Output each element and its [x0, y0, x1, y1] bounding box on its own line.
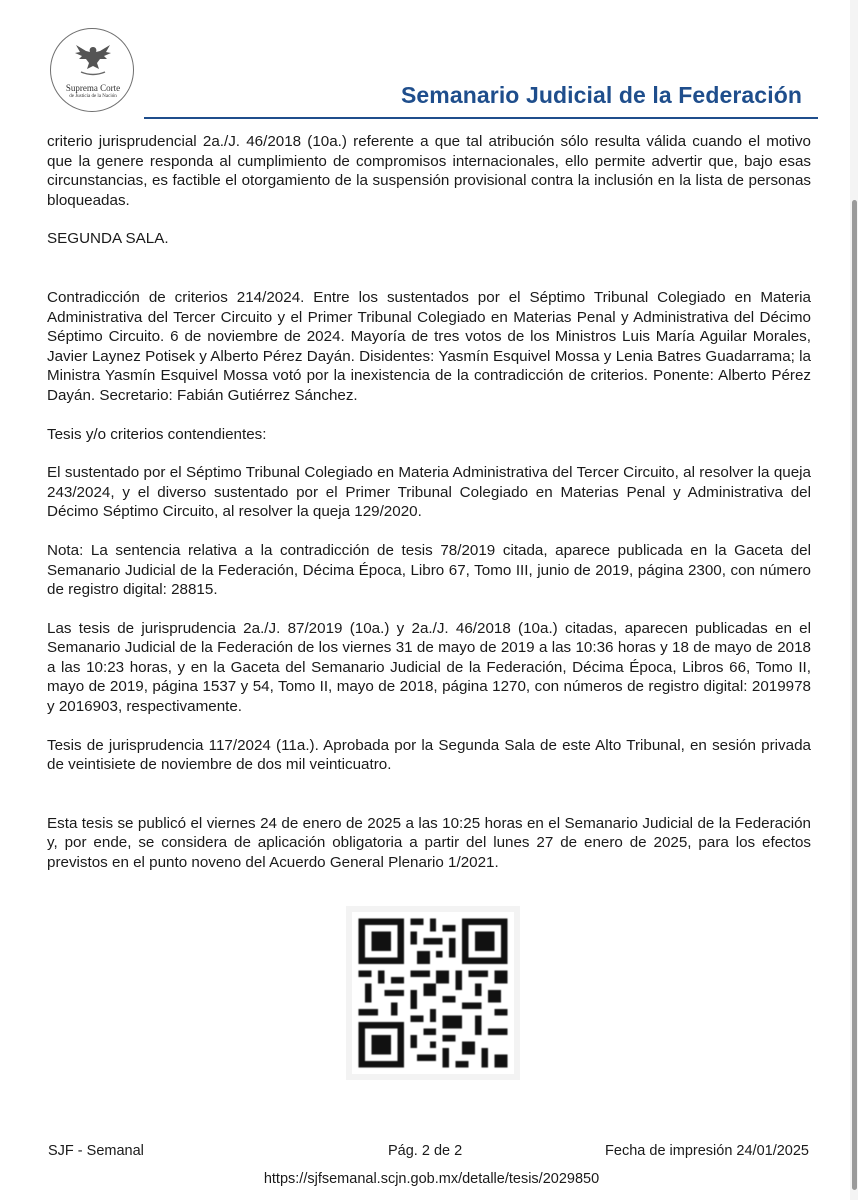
- paragraph-contendientes: El sustentado por el Séptimo Tribunal Colegiado en Materia Administrativa del Tercer Circuito, al resolver la queja 243/2024, y el diverso sustentado por el Primer Tribunal Colegiado en Materias Penal y Administrativa del Décimo Séptimo Circuito, al resolver la queja 129/2020.: [47, 464, 811, 521]
- logo-name: Suprema Corte: [65, 83, 121, 93]
- paragraph-sala: SEGUNDA SALA.: [47, 230, 169, 248]
- footer-url-row: [0, 1171, 858, 1187]
- eagle-emblem-icon: [72, 41, 114, 81]
- document-body: [47, 132, 811, 873]
- qr-code-icon: [352, 912, 514, 1074]
- paragraph-tesis-citadas: Las tesis de jurisprudencia 2a./J. 87/2019 (10a.) y 2a./J. 46/2018 (10a.) citadas, aparecen publicadas en el Semanario Judicial de la Federación de los viernes 31 de mayo de 2019 a las 10:36 horas y 18 de mayo de 2018 a las 10:23 horas, y en la Gaceta del Semanario Judicial de la Federación, Décima Época, Libros 66, Tomo II, mayo de 2019, página 1537 y 54, Tomo II, mayo de 2018, página 1270, con números de registro digital: 2019978 y 2016903, respectivamente.: [47, 619, 811, 716]
- court-seal: [50, 28, 134, 112]
- footer-publication: SJF - Semanal: [48, 1143, 144, 1159]
- scrollbar-thumb[interactable]: [852, 200, 857, 1190]
- paragraph-publicacion: Esta tesis se publicó el viernes 24 de enero de 2025 a las 10:25 horas en el Semanario Judicial de la Federación y, por ende, se considera de aplicación obligatoria a partir del lunes 27 de enero de 2025, para los efectos previstos en el punto noveno del Acuerdo General Plenario 1/2021.: [47, 814, 811, 872]
- logo-subtitle: de Justicia de la Nación: [69, 94, 117, 99]
- paragraph-contendientes-heading: Tesis y/o criterios contendientes:: [47, 425, 267, 443]
- qr-code: [346, 906, 520, 1080]
- paragraph-criterio: criterio jurisprudencial 2a./J. 46/2018 (10a.) referente a que tal atribución sólo resulta válida cuando el motivo que la genere responda al cumplimiento de compromisos internacionales, ello permite advertir que, bajo esas circunstancias, es factible el otorgamiento de la suspensión provisional contra la inclusión en la lista de personas bloqueadas.: [47, 133, 811, 209]
- source-url-link[interactable]: https://sjfsemanal.scjn.gob.mx/detalle/tesis/2029850: [263, 1171, 600, 1187]
- paragraph-contradiccion: Contradicción de criterios 214/2024. Entre los sustentados por el Séptimo Tribunal Colegiado en Materia Administrativa del Tercer Circuito y el Primer Tribunal Colegiado en Materias Penal y Administrativa del Décimo Séptimo Circuito. 6 de noviembre de 2024. Mayoría de tres votos de los Ministros Luis María Aguilar Morales, Javier Laynez Potisek y Alberto Pérez Dayán. Disidentes: Yasmín Esquivel Mossa y Lenia Batres Guadarrama; la Ministra Yasmín Esquivel Mossa votó por la inexistencia de la contradicción de criterios. Ponente: Alberto Pérez Dayán. Secretario: Fabián Gutiérrez Sánchez.: [47, 288, 811, 404]
- footer-page-number: Pág. 2 de 2: [388, 1143, 463, 1159]
- header-divider: [144, 117, 818, 119]
- court-logo: [50, 28, 134, 112]
- paragraph-aprobacion: Tesis de jurisprudencia 117/2024 (11a.). Aprobada por la Segunda Sala de este Alto Tribunal, en sesión privada de veintisiete de noviembre de dos mil veinticuatro.: [47, 736, 811, 774]
- page-title: Semanario Judicial de la Federación: [400, 82, 802, 108]
- footer-print-date: Fecha de impresión 24/01/2025: [605, 1143, 809, 1159]
- scrollbar-track[interactable]: [850, 0, 858, 1200]
- paragraph-nota: Nota: La sentencia relativa a la contradicción de tesis 78/2019 citada, aparece publicada en la Gaceta del Semanario Judicial de la Federación, Décima Época, Libro 67, Tomo III, junio de 2019, página 2300, con número de registro digital: 28815.: [47, 541, 811, 599]
